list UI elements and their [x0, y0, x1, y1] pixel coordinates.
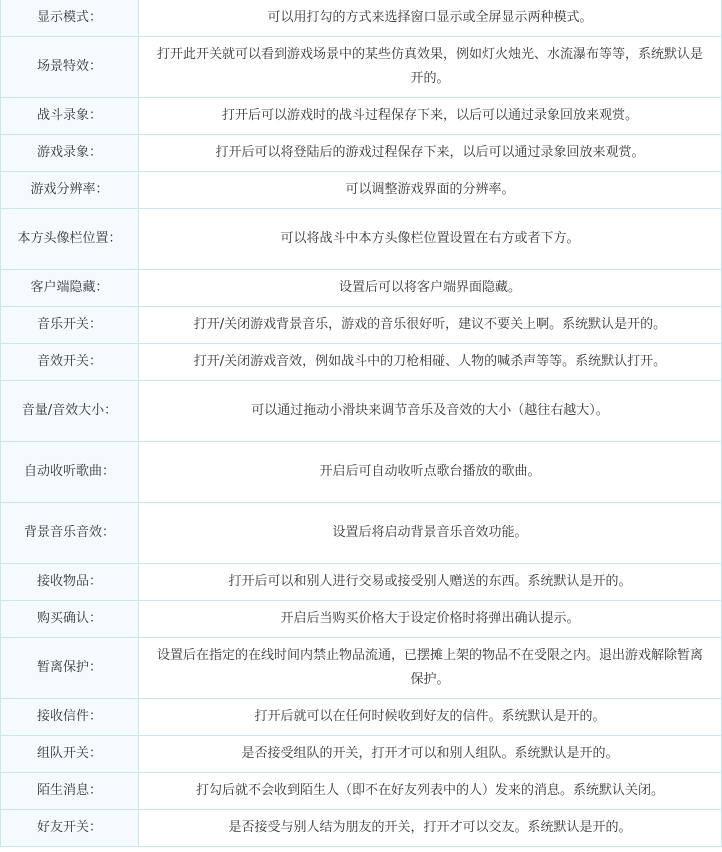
table-row	[1, 601, 722, 638]
setting-label: 战斗录象：	[1, 98, 139, 135]
setting-description: 设置后在指定的在线时间内禁止物品流通，已摆摊上架的物品不在受限之内。退出游戏解除暂离保护。	[139, 638, 722, 699]
setting-label: 游戏录象：	[1, 135, 139, 172]
setting-description: 打开/关闭游戏音效，例如战斗中的刀枪相碰、人物的喊杀声等等。系统默认打开。	[139, 344, 722, 381]
setting-label: 场景特效：	[1, 37, 139, 98]
table-row	[1, 209, 722, 270]
table-row	[1, 0, 722, 37]
setting-label: 好友开关：	[1, 810, 139, 847]
setting-label: 背景音乐音效：	[1, 503, 139, 564]
settings-table-body	[1, 0, 722, 847]
table-row	[1, 503, 722, 564]
setting-label: 陌生消息：	[1, 773, 139, 810]
table-row	[1, 307, 722, 344]
table-row	[1, 381, 722, 442]
setting-description: 可以用打勾的方式来选择窗口显示或全屏显示两种模式。	[139, 0, 722, 37]
table-row	[1, 344, 722, 381]
table-row	[1, 442, 722, 503]
setting-label: 音效开关：	[1, 344, 139, 381]
table-row	[1, 773, 722, 810]
setting-description: 打开后可以和别人进行交易或接受别人赠送的东西。系统默认是开的。	[139, 564, 722, 601]
table-row	[1, 37, 722, 98]
setting-description: 打开此开关就可以看到游戏场景中的某些仿真效果，例如灯火烛光、水流瀑布等等，系统默认是开的。	[139, 37, 722, 98]
setting-label: 接收信件：	[1, 699, 139, 736]
table-row	[1, 736, 722, 773]
setting-label: 组队开关：	[1, 736, 139, 773]
table-row	[1, 564, 722, 601]
setting-label: 暂离保护：	[1, 638, 139, 699]
setting-description: 开启后当购买价格大于设定价格时将弹出确认提示。	[139, 601, 722, 638]
setting-label: 自动收听歌曲：	[1, 442, 139, 503]
table-row	[1, 699, 722, 736]
setting-description: 打开/关闭游戏背景音乐，游戏的音乐很好听，建议不要关上啊。系统默认是开的。	[139, 307, 722, 344]
setting-description: 打开后就可以在任何时候收到好友的信件。系统默认是开的。	[139, 699, 722, 736]
setting-description: 可以将战斗中本方头像栏位置设置在右方或者下方。	[139, 209, 722, 270]
table-row	[1, 172, 722, 209]
setting-label: 客户端隐藏：	[1, 270, 139, 307]
setting-label: 显示模式：	[1, 0, 139, 37]
table-row	[1, 270, 722, 307]
setting-label: 接收物品：	[1, 564, 139, 601]
setting-label: 音量/音效大小：	[1, 381, 139, 442]
setting-description: 设置后可以将客户端界面隐藏。	[139, 270, 722, 307]
setting-description: 是否接受与别人结为朋友的开关，打开才可以交友。系统默认是开的。	[139, 810, 722, 847]
table-row	[1, 810, 722, 847]
setting-description: 开启后可自动收听点歌台播放的歌曲。	[139, 442, 722, 503]
setting-description: 可以调整游戏界面的分辨率。	[139, 172, 722, 209]
setting-description: 打勾后就不会收到陌生人（即不在好友列表中的人）发来的消息。系统默认关闭。	[139, 773, 722, 810]
table-row	[1, 98, 722, 135]
table-row	[1, 638, 722, 699]
setting-label: 音乐开关：	[1, 307, 139, 344]
setting-description: 设置后将启动背景音乐音效功能。	[139, 503, 722, 564]
setting-label: 游戏分辨率：	[1, 172, 139, 209]
setting-description: 打开后可以游戏时的战斗过程保存下来，以后可以通过录象回放来观赏。	[139, 98, 722, 135]
table-row	[1, 135, 722, 172]
setting-label: 购买确认：	[1, 601, 139, 638]
setting-label: 本方头像栏位置：	[1, 209, 139, 270]
setting-description: 可以通过拖动小滑块来调节音乐及音效的大小（越往右越大）。	[139, 381, 722, 442]
setting-description: 打开后可以将登陆后的游戏过程保存下来，以后可以通过录象回放来观赏。	[139, 135, 722, 172]
setting-description: 是否接受组队的开关，打开才可以和别人组队。系统默认是开的。	[139, 736, 722, 773]
